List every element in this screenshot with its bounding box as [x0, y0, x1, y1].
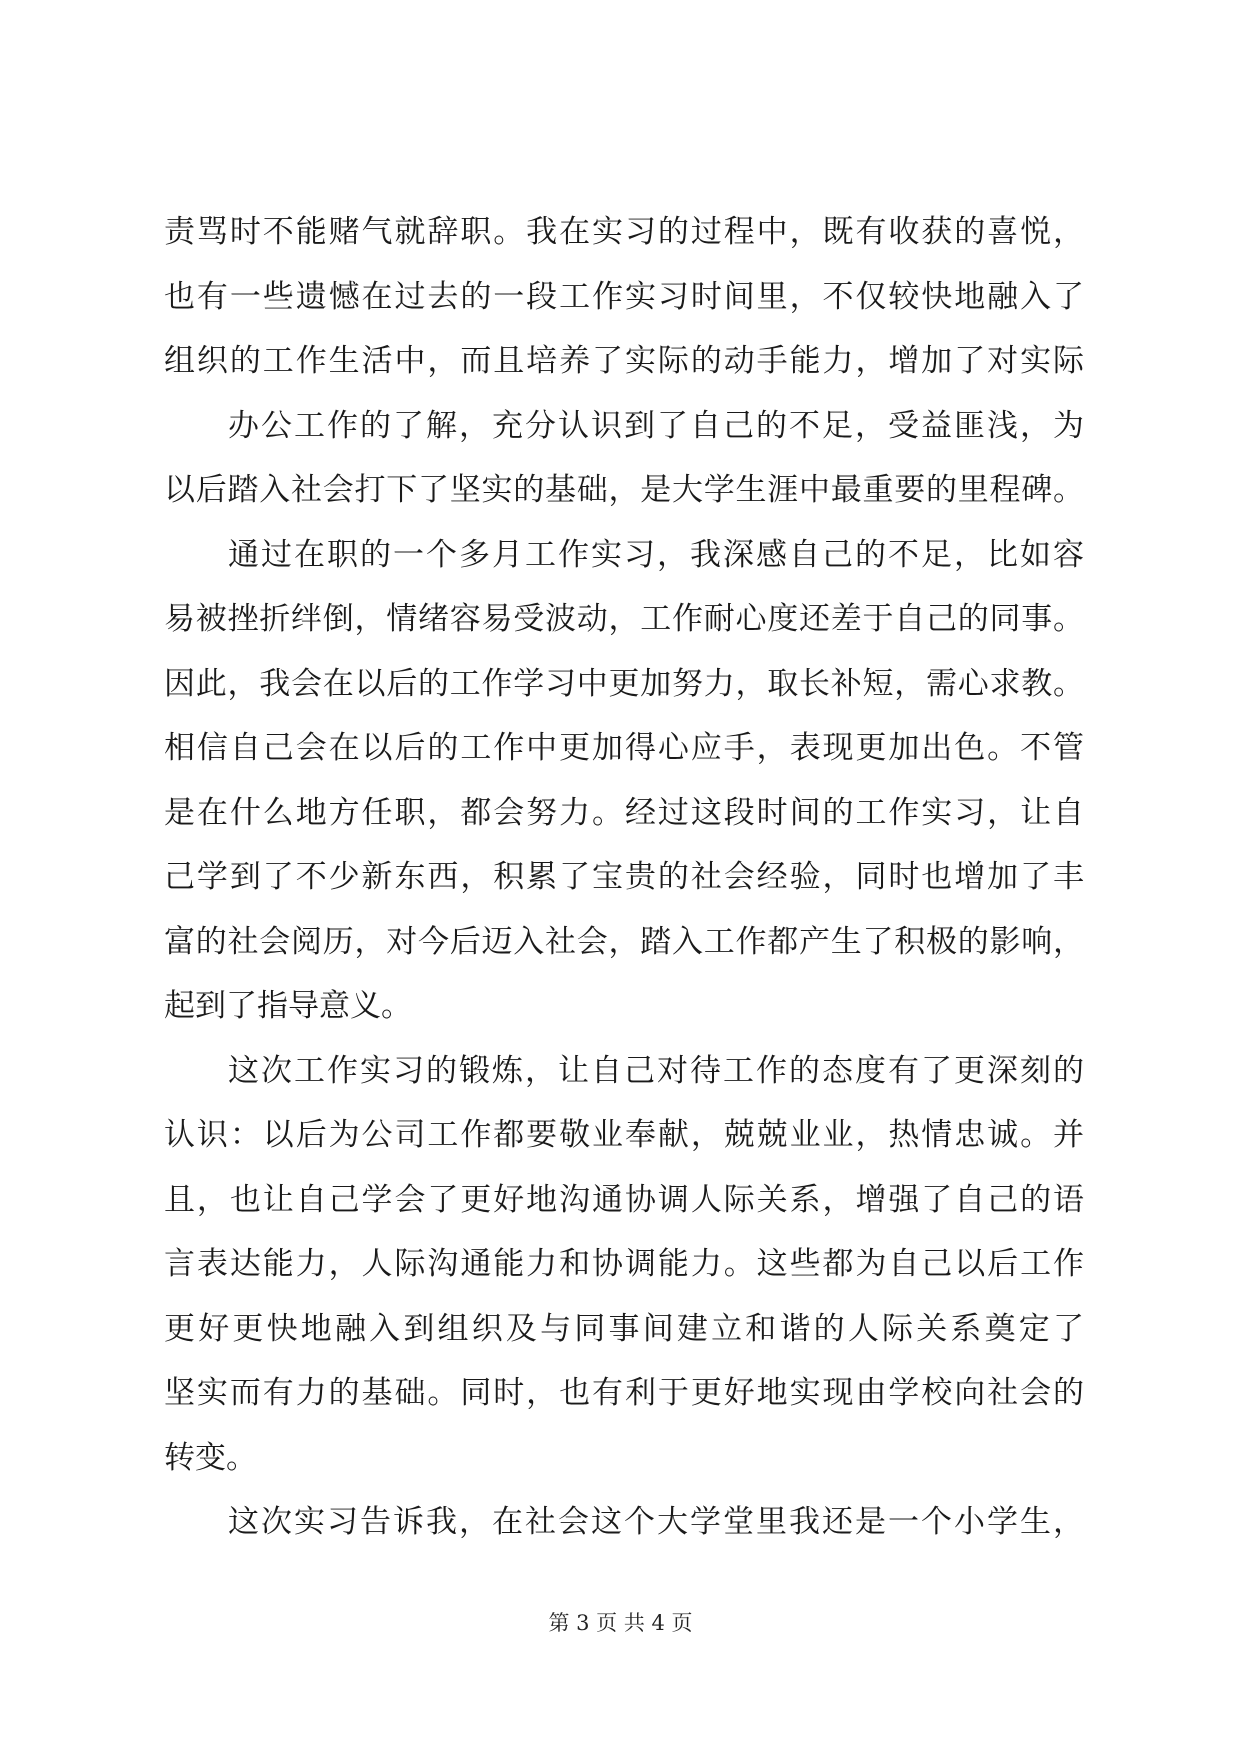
text-line: 且，也让自己学会了更好地沟通协调人际关系，增强了自己的语	[164, 1181, 1084, 1218]
text-line: 组织的工作生活中，而且培养了实际的动手能力，增加了对实际	[164, 343, 1084, 379]
text-line: 这次工作实习的锻炼，让自己对待工作的态度有了更深刻的	[228, 1052, 1084, 1089]
body-text	[164, 200, 1084, 1555]
text-line: 以后踏入社会打下了坚实的基础，是大学生涯中最重要的里程碑。	[164, 472, 1084, 508]
text-line: 因此，我会在以后的工作学习中更加努力，取长补短，需心求教。	[164, 665, 1084, 702]
text-line: 相信自己会在以后的工作中更加得心应手，表现更加出色。不管	[164, 730, 1084, 766]
text-line: 也有一些遗憾在过去的一段工作实习时间里，不仅较快地融入了	[164, 278, 1084, 315]
text-line: 易被挫折绊倒，情绪容易受波动，工作耐心度还差于自己的同事。	[164, 601, 1084, 637]
text-line: 言表达能力，人际沟通能力和协调能力。这些都为自己以后工作	[164, 1246, 1084, 1282]
page-number-label: 第 3 页 共 4 页	[548, 1611, 693, 1635]
text-line: 起到了指导意义。	[164, 988, 412, 1024]
text-line: 坚实而有力的基础。同时，也有利于更好地实现由学校向社会的	[164, 1375, 1084, 1411]
text-line: 这次实习告诉我，在社会这个大学堂里我还是一个小学生，	[228, 1504, 1084, 1540]
page-footer	[0, 1609, 1241, 1637]
text-line: 己学到了不少新东西，积累了宝贵的社会经验，同时也增加了丰	[164, 859, 1084, 895]
text-line: 办公工作的了解，充分认识到了自己的不足，受益匪浅，为	[228, 407, 1084, 444]
text-line: 通过在职的一个多月工作实习，我深感自己的不足，比如容	[228, 536, 1084, 573]
text-line: 责骂时不能赌气就辞职。我在实习的过程中，既有收获的喜悦，	[164, 214, 1084, 250]
text-line: 认识：以后为公司工作都要敬业奉献，兢兢业业，热情忠诚。并	[164, 1117, 1084, 1153]
text-line: 更好更快地融入到组织及与同事间建立和谐的人际关系奠定了	[164, 1310, 1084, 1347]
text-line: 转变。	[164, 1439, 257, 1476]
text-line: 是在什么地方任职，都会努力。经过这段时间的工作实习，让自	[164, 794, 1084, 831]
text-line: 富的社会阅历，对今后迈入社会，踏入工作都产生了积极的影响，	[164, 923, 1084, 960]
